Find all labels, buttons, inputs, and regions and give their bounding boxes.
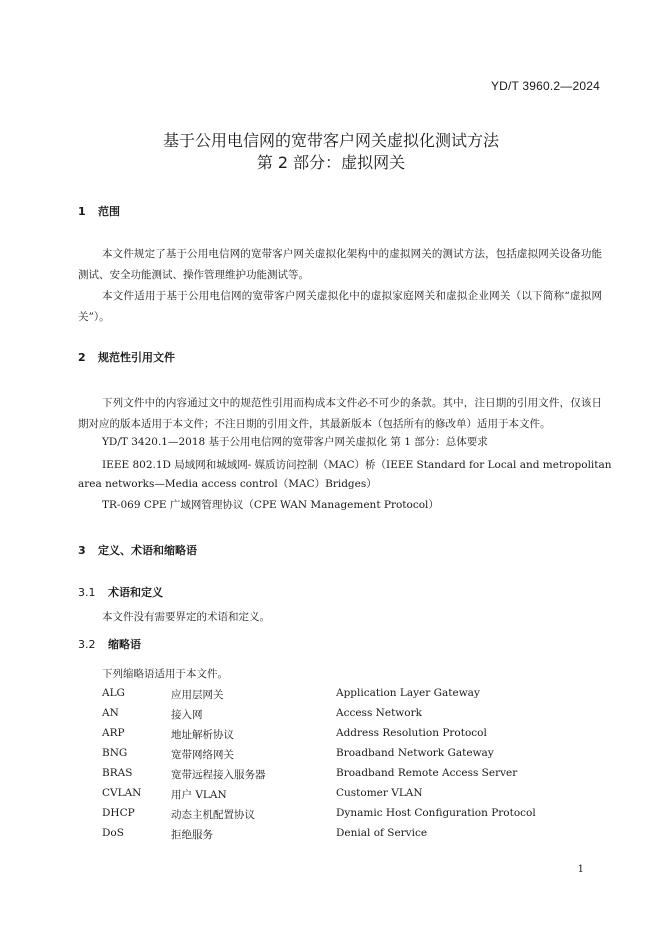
- subsection-3-2-heading: [78, 636, 141, 652]
- section-title: 定义、术语和缩略语: [98, 544, 197, 557]
- terms-statement: 本文件没有需要界定的术语和定义。: [102, 611, 270, 623]
- abbreviation: DoS: [102, 827, 124, 839]
- abbreviation-row: [0, 747, 662, 767]
- section-number: 3: [78, 544, 86, 557]
- subsection-3-1-heading: [78, 584, 163, 600]
- abbreviation: ALG: [102, 687, 125, 699]
- section-1-heading: [78, 203, 120, 219]
- abbreviation: BNG: [102, 747, 128, 759]
- english-term: Address Resolution Protocol: [336, 727, 487, 739]
- page-number: 1: [577, 864, 584, 875]
- subsection-title: 术语和定义: [108, 586, 163, 599]
- abbreviation-row: [0, 687, 662, 707]
- chinese-term: 动态主机配置协议: [171, 809, 255, 821]
- english-term: Customer VLAN: [336, 787, 423, 799]
- abbreviation: DHCP: [102, 807, 135, 819]
- abbreviation-row: [0, 727, 662, 747]
- abbreviation-row: [0, 767, 662, 787]
- chinese-term: 宽带远程接入服务器: [171, 769, 266, 781]
- scope-paragraph-2: 本文件适用于基于公用电信网的宽带客户网关虚拟化中的虚拟家庭网关和虚拟企业网关（以下简称“虚拟网关”）。: [78, 290, 602, 323]
- scope-paragraph-1: 本文件规定了基于公用电信网的宽带客户网关虚拟化架构中的虚拟网关的测试方法，包括虚拟网关设备功能测试、安全功能测试、操作管理维护功能测试等。: [78, 248, 602, 281]
- abbreviation-row: [0, 807, 662, 827]
- section-title: 规范性引用文件: [98, 351, 175, 364]
- section-2-heading: [78, 349, 175, 365]
- chinese-term: 地址解析协议: [171, 729, 234, 741]
- english-term: Dynamic Host Configuration Protocol: [336, 807, 536, 819]
- abbreviation-row: [0, 787, 662, 807]
- document-title-line-1: 基于公用电信网的宽带客户网关虚拟化测试方法: [162, 131, 499, 150]
- english-term: Application Layer Gateway: [336, 687, 480, 699]
- chinese-term: 拒绝服务: [171, 829, 213, 841]
- section-number: 2: [78, 351, 86, 364]
- subsection-number: 3.2: [78, 638, 96, 651]
- document-title-line-2: 第 2 部分：虚拟网关: [256, 153, 406, 172]
- abbreviation-row: [0, 827, 662, 847]
- chinese-term: 接入网: [171, 709, 203, 721]
- standard-number: YD/T 3960.2—2024: [490, 79, 600, 93]
- subsection-title: 缩略语: [108, 638, 141, 651]
- section-number: 1: [78, 205, 86, 218]
- abbreviation: CVLAN: [102, 787, 142, 799]
- section-3-heading: [78, 542, 197, 558]
- abbreviation: ARP: [102, 727, 125, 739]
- abbreviation: BRAS: [102, 767, 133, 779]
- section-title: 范围: [98, 205, 120, 218]
- english-term: Broadband Network Gateway: [336, 747, 494, 759]
- references-intro-paragraph: 下列文件中的内容通过文中的规范性引用而构成本文件必不可少的条款。其中，注日期的引用文件，仅该日期对应的版本适用于本文件；不注日期的引用文件，其最新版本（包括所有的修改单）适用于本文件。: [78, 397, 602, 430]
- english-term: Access Network: [336, 707, 422, 719]
- chinese-term: 宽带网络网关: [171, 749, 234, 761]
- abbreviations-intro: 下列缩略语适用于本文件。: [102, 668, 228, 680]
- english-term: Broadband Remote Access Server: [336, 767, 518, 779]
- abbreviation: AN: [102, 707, 119, 719]
- reference-item: YD/T 3420.1—2018 基于公用电信网的宽带客户网关虚拟化 第 1 部分：总体要求: [102, 436, 488, 448]
- abbreviation-row: [0, 707, 662, 727]
- reference-item: IEEE 802.1D 局域网和城域网- 媒质访问控制（MAC）桥（IEEE Standard for Local and metropolitan: [102, 459, 612, 471]
- reference-item: TR-069 CPE 广域网管理协议（CPE WAN Management Protocol）: [102, 499, 439, 511]
- reference-item-continuation: area networks—Media access control（MAC）Bridges）: [78, 478, 377, 490]
- subsection-number: 3.1: [78, 586, 96, 599]
- chinese-term: 应用层网关: [171, 689, 224, 701]
- chinese-term: 用户 VLAN: [171, 789, 227, 801]
- english-term: Denial of Service: [336, 827, 428, 839]
